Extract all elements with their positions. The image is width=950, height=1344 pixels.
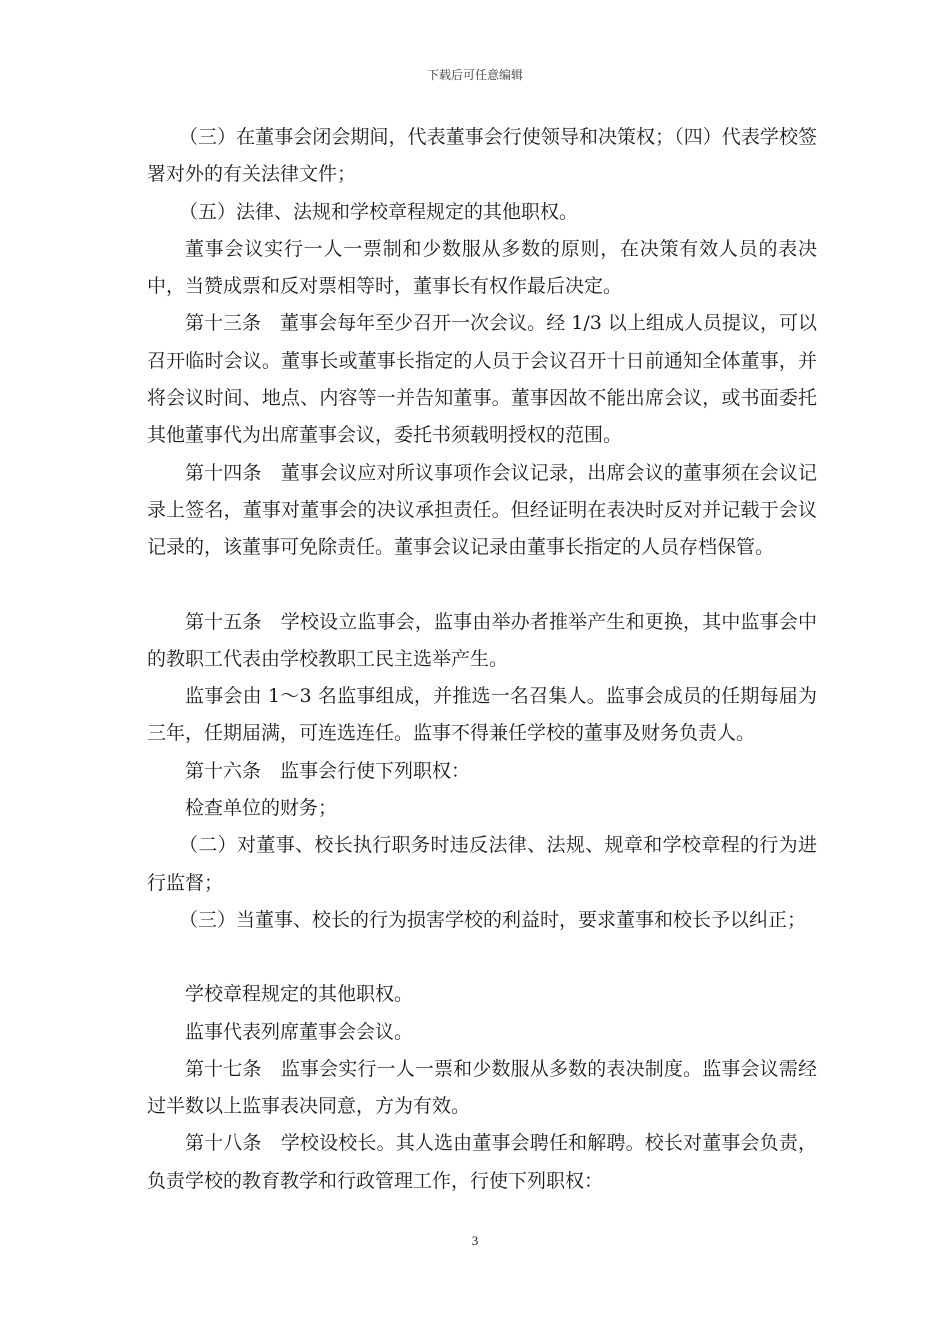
paragraph: 董事会议实行一人一票制和少数服从多数的原则，在决策有效人员的表决中，当赞成票和反对票相等时，董事长有权作最后决定。	[147, 237, 817, 298]
paragraph: 第十六条 监事会行使下列职权：	[185, 759, 471, 782]
paragraph: 检查单位的财务；	[185, 797, 338, 820]
paragraph: 第十三条 董事会每年至少召开一次会议。经 1/3 以上组成人员提议，可以召开临时会议。董事长或董事长指定的人员于会议召开十日前通知全体董事，并将会议时间、地点、内容等一并告知董事。董事因故不能出席会议，或书面委托其他董事代为出席董事会议，委托书须载明授权的范围。	[147, 312, 817, 447]
document-body	[147, 119, 817, 1200]
paragraph: 学校章程规定的其他职权。	[185, 983, 414, 1006]
paragraph: （五）法律、法规和学校章程规定的其他职权。	[179, 200, 579, 223]
page-number: 3	[471, 1233, 479, 1248]
paragraph: 第十五条 学校设立监事会，监事由举办者推举产生和更换，其中监事会中的教职工代表由学校教职工民主选举产生。	[147, 610, 817, 670]
paragraph: 第十四条 董事会议应对所议事项作会议记录，出席会议的董事须在会议记录上签名，董事对董事会的决议承担责任。但经证明在表决时反对并记载于会议记录的，该董事可免除责任。董事会议记录由董事长指定的人员存档保管。	[147, 461, 817, 559]
paragraph: 第十七条 监事会实行一人一票和少数服从多数的表决制度。监事会议需经过半数以上监事表决同意，方为有效。	[147, 1057, 817, 1118]
paragraph: 监事代表列席董事会会议。	[185, 1020, 414, 1043]
paragraph: 第十八条 学校设校长。其人选由董事会聘任和解聘。校长对董事会负责，负责学校的教育教学和行政管理工作，行使下列职权：	[147, 1132, 817, 1192]
paragraph: 监事会由 1～3 名监事组成，并推选一名召集人。监事会成员的任期每届为三年，任期届满，可连选连任。监事不得兼任学校的董事及财务负责人。	[147, 685, 817, 745]
paragraph: （三）在董事会闭会期间，代表董事会行使领导和决策权；（四）代表学校签署对外的有关法律文件；	[147, 126, 817, 186]
paragraph: （二）对董事、校长执行职务时违反法律、法规、规章和学校章程的行为进行监督；	[147, 834, 817, 894]
paragraph: （三）当董事、校长的行为损害学校的利益时，要求董事和校长予以纠正；	[179, 908, 807, 931]
page-header: 下载后可任意编辑	[426, 68, 523, 82]
